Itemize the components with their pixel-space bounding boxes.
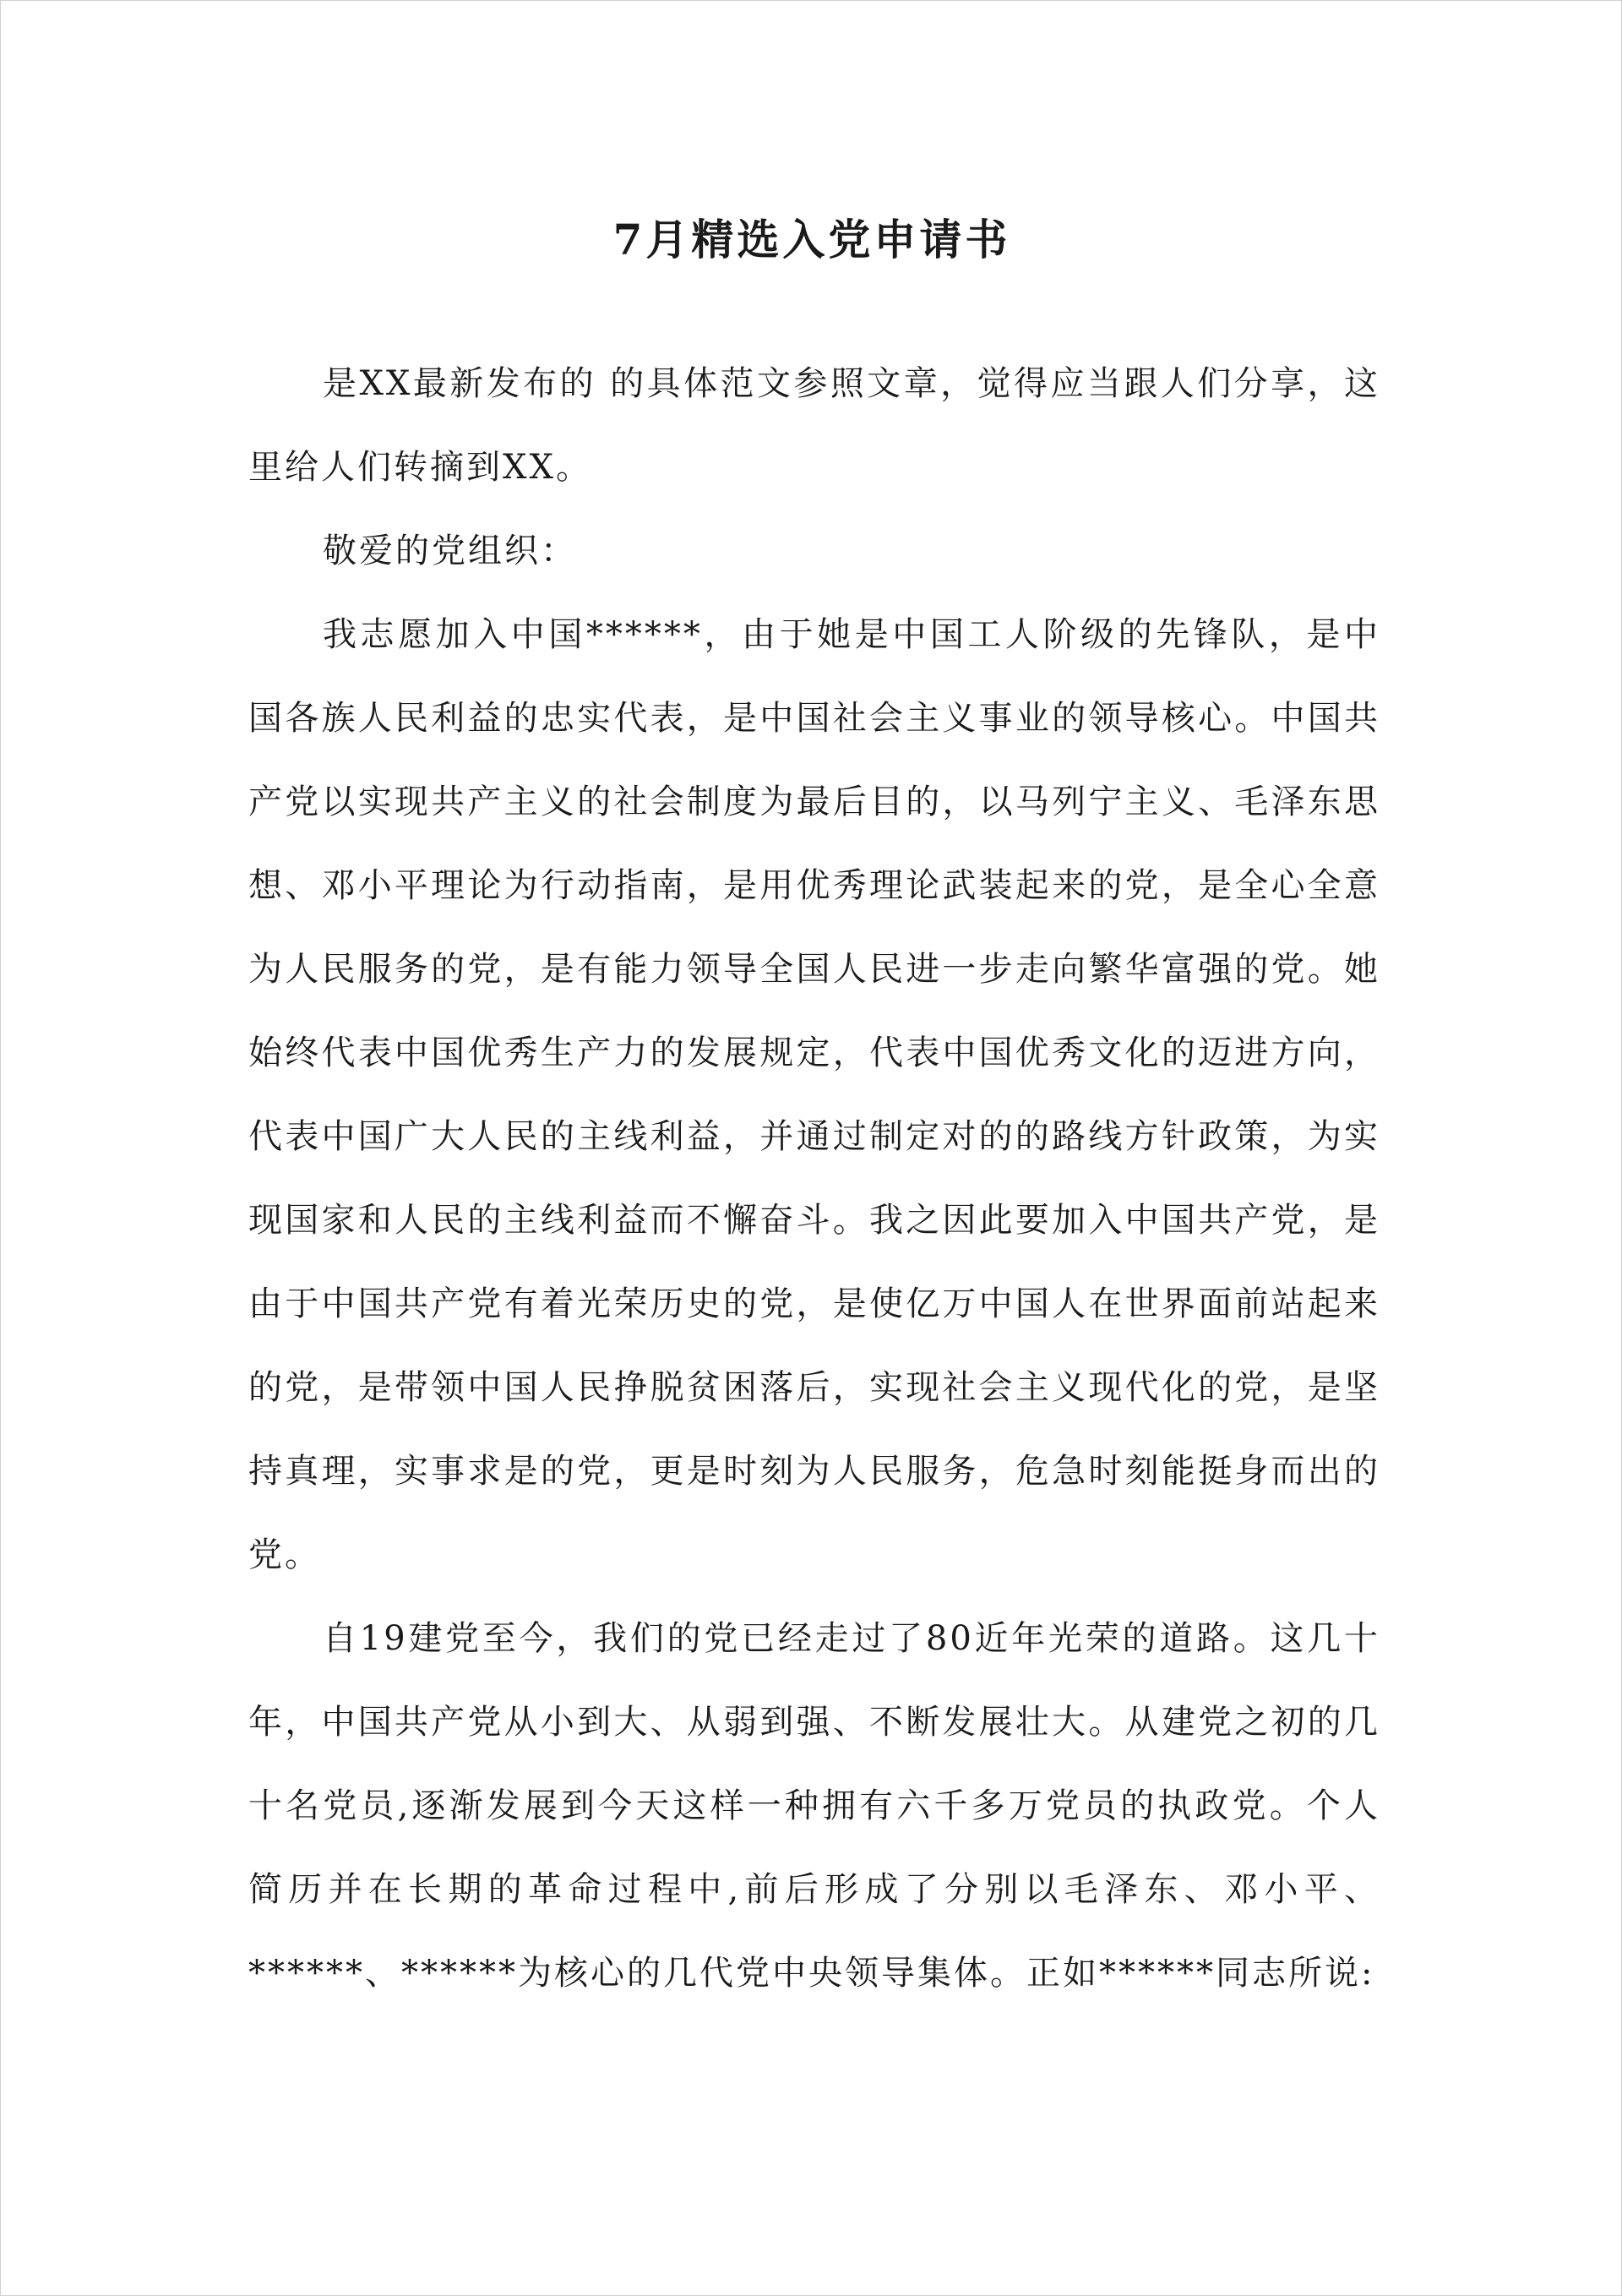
paragraph-salutation: 敬爱的党组织：	[323, 532, 577, 570]
paragraph-history: 自19建党至今，我们的党已经走过了80近年光荣的道路。这几十年，中国共产党从小到大、从弱到强、不断发展壮大。从建党之初的几十名党员,逐渐发展到今天这样一种拥有六千多万党员的执政党。个人简历并在长期的革命过程中,前后形成了分别以毛泽东、邓小平、******、******为核心的几代党中央领导集体。正如******同志所说:	[248, 1619, 1380, 1993]
document-title: 7月精选入党申请书	[612, 215, 1011, 265]
document-body	[248, 342, 1380, 2015]
paragraph-intro: 是XX最新发布的 的具体范文参照文章，觉得应当跟人们分享，这里给人们转摘到XX。	[248, 364, 1380, 487]
paragraph-main: 我志愿加入中国******，由于她是中国工人阶级的先锋队，是中国各族人民利益的忠实代表，是中国社会主义事业的领导核心。中国共产党以实现共产主义的社会制度为最后目的，以马列宁主义、毛泽东思想、邓小平理论为行动指南，是用优秀理论武装起来的党，是全心全意为人民服务的党，是有能力领导全国人民进一步走向繁华富强的党。她始终代表中国优秀生产力的发展规定，代表中国优秀文化的迈进方向，代表中国广大人民的主线利益，并通过制定对的的路线方针政策，为实现国家和人民的主线利益而不懈奋斗。我之因此要加入中国共产党，是由于中国共产党有着光荣历史的党，是使亿万中国人在世界面前站起来的党，是带领中国人民挣脱贫困落后，实现社会主义现代化的党，是坚持真理，实事求是的党，更是时刻为人民服务，危急时刻能挺身而出的党。	[248, 615, 1380, 1574]
